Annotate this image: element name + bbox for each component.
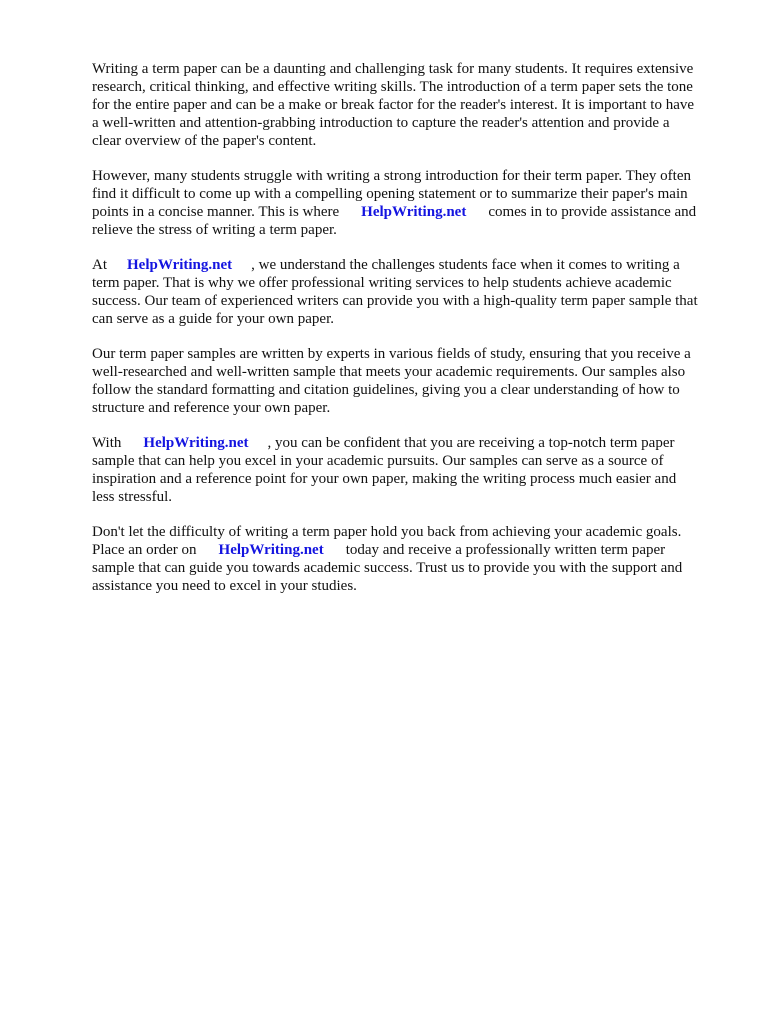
helpwriting-link[interactable]: HelpWriting.net bbox=[361, 204, 467, 220]
text-line: for the entire paper and can be a make or break factor for the reader's interest. It is important to have bbox=[92, 97, 695, 113]
text-segment: , you can be confident that you are receiving a top-notch term paper bbox=[267, 435, 675, 451]
text-line: term paper. That is why we offer professional writing services to help students achieve academic bbox=[92, 275, 672, 291]
text-segment: comes in to provide assistance and bbox=[488, 204, 697, 220]
text-line-with-link bbox=[92, 541, 732, 559]
text-line: Don't let the difficulty of writing a term paper hold you back from achieving your academic goals. bbox=[92, 524, 682, 540]
helpwriting-link[interactable]: HelpWriting.net bbox=[127, 257, 233, 273]
text-line-with-link bbox=[92, 203, 732, 221]
text-line: clear overview of the paper's content. bbox=[92, 133, 317, 149]
text-line: less stressful. bbox=[92, 489, 172, 505]
paragraph-struggle bbox=[92, 167, 732, 239]
text-line-with-link bbox=[92, 256, 732, 274]
text-line: can serve as a guide for your own paper. bbox=[92, 311, 334, 327]
document-body bbox=[92, 60, 732, 612]
paragraph-confidence bbox=[92, 434, 732, 506]
paragraph-samples bbox=[92, 345, 732, 417]
helpwriting-link[interactable]: HelpWriting.net bbox=[143, 435, 249, 451]
text-line: sample that can help you excel in your academic pursuits. Our samples can serve as a source of bbox=[92, 453, 664, 469]
text-segment: With bbox=[92, 435, 122, 451]
text-segment: points in a concise manner. This is where bbox=[92, 204, 340, 220]
text-line-with-link bbox=[92, 434, 732, 452]
text-line: However, many students struggle with writing a strong introduction for their term paper. They often bbox=[92, 168, 691, 184]
text-line: sample that can guide you towards academic success. Trust us to provide you with the support and bbox=[92, 560, 683, 576]
text-line: Writing a term paper can be a daunting and challenging task for many students. It requires extensive bbox=[92, 61, 694, 77]
text-segment: , we understand the challenges students face when it comes to writing a bbox=[251, 257, 680, 273]
text-line: inspiration and a reference point for your own paper, making the writing process much easier and bbox=[92, 471, 677, 487]
text-line: success. Our team of experienced writers can provide you with a high-quality term paper sample that bbox=[92, 293, 698, 309]
text-segment: At bbox=[92, 257, 107, 273]
text-line: structure and reference your own paper. bbox=[92, 400, 331, 416]
paragraph-intro bbox=[92, 60, 732, 150]
paragraph-call-to-action bbox=[92, 523, 732, 595]
text-line: assistance you need to excel in your studies. bbox=[92, 578, 357, 594]
text-line: follow the standard formatting and citation guidelines, giving you a clear understanding of how to bbox=[92, 382, 680, 398]
text-line: find it difficult to come up with a compelling opening statement or to summarize their paper's main bbox=[92, 186, 688, 202]
text-line: Our term paper samples are written by experts in various fields of study, ensuring that you receive a bbox=[92, 346, 691, 362]
text-segment: Place an order on bbox=[92, 542, 197, 558]
text-line: research, critical thinking, and effective writing skills. The introduction of a term paper sets the tone bbox=[92, 79, 693, 95]
text-line: a well-written and attention-grabbing introduction to capture the reader's attention and provide a bbox=[92, 115, 670, 131]
paragraph-at-helpwriting bbox=[92, 256, 732, 328]
helpwriting-link[interactable]: HelpWriting.net bbox=[218, 542, 324, 558]
text-segment: today and receive a professionally written term paper bbox=[345, 542, 666, 558]
text-line: well-researched and well-written sample that meets your academic requirements. Our samples also bbox=[92, 364, 686, 380]
text-line: relieve the stress of writing a term paper. bbox=[92, 222, 337, 238]
